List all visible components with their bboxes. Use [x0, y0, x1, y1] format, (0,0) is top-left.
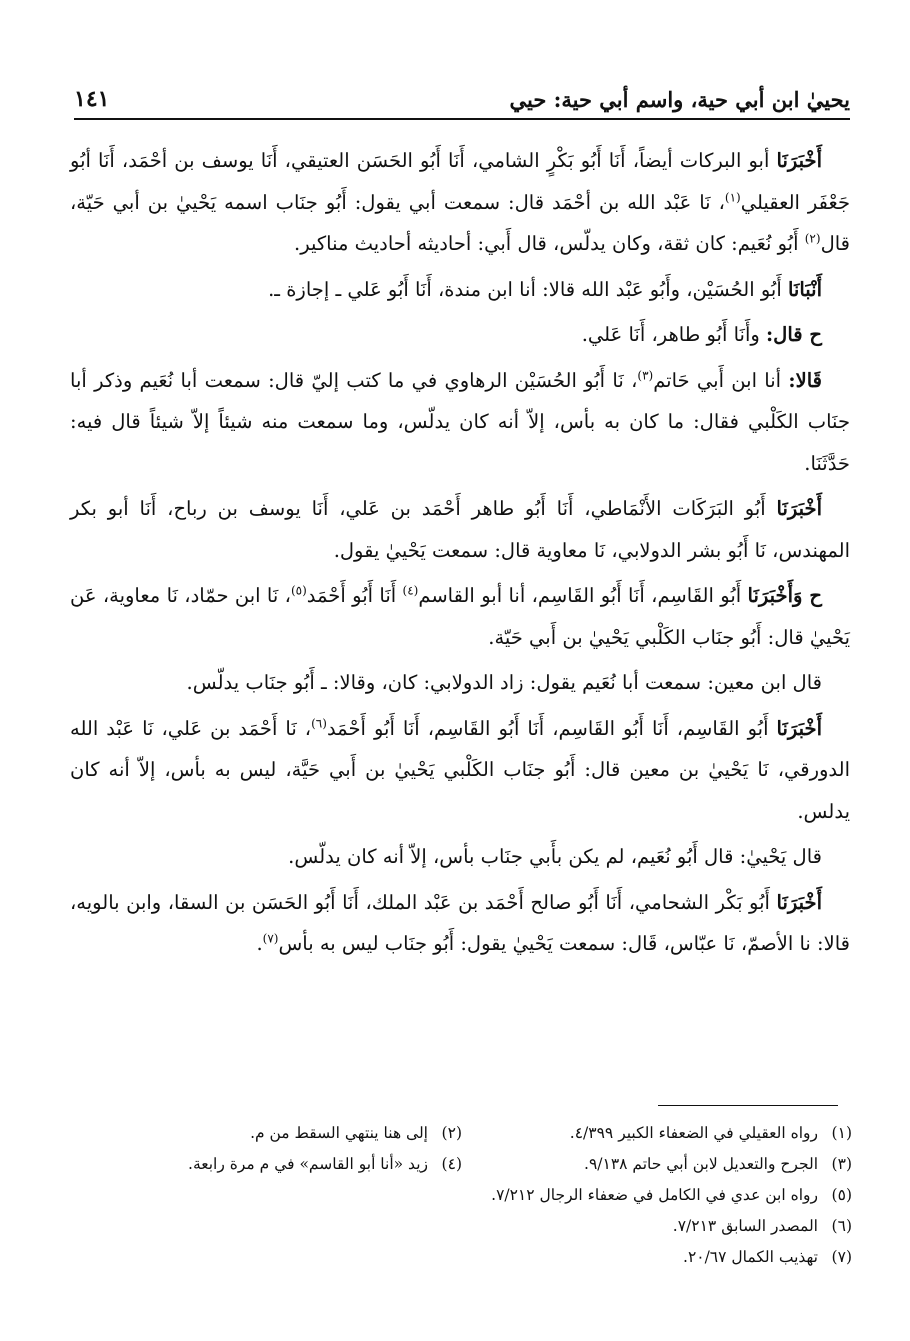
footnote-marker: (٧) [262, 931, 279, 946]
footnote: (٤)زيد «أنا أبو القاسم» في م مرة رابعة. [188, 1155, 462, 1173]
page-header [74, 74, 850, 120]
footnote: (٦)المصدر السابق ٧/٢١٣. [672, 1217, 852, 1235]
footnote-row [72, 1180, 852, 1211]
footnote: (١)رواه العقيلي في الضعفاء الكبير ٤/٣٩٩. [569, 1124, 852, 1142]
footnote: (٢)إلى هنا ينتهي السقط من م. [250, 1124, 462, 1142]
footnote: (٥)رواه ابن عدي في الكامل في ضعفاء الرجال ٧/٢١٢. [491, 1186, 852, 1204]
footnote-row [72, 1242, 852, 1273]
footnote-marker: (٢) [804, 231, 821, 246]
paragraph: قال يَحْييٰ: قال أَبُو نُعَيم، لم يكن بأَبي جنَاب بأس، إلاّ أنه كان يدلّس. [288, 845, 822, 868]
running-title: يحييٰ ابن أبي حية، واسم أبي حية: حيي [509, 87, 850, 112]
footnote-row [72, 1211, 852, 1242]
footnote: (٧)تهذيب الكمال ٢٠/٦٧. [683, 1248, 852, 1266]
footnote-marker: (٦) [311, 716, 327, 730]
footnote-marker: (٥) [290, 583, 307, 598]
paragraph: أَخْبَرَنَا أَبُو القَاسِم، أَنَا أَبُو القَاسِم، أَنَا أَبُو القَاسِم، أَنَا أَبُو أَحْمَد$^{(٦)}$، نَا أَحْمَد بن عَلي، نَا عَبْد الله الدورقي، نَا يَحْييٰ بن معين قال: أَبُو جنَاب الكَلْبي يَحْييٰ بن أَبي حَيَّة، ليس به بأس، إلاّ أنه كان يدلس. [70, 716, 850, 823]
footnote-row [72, 1149, 852, 1180]
main-text [70, 140, 850, 969]
page-number: ١٤١ [74, 86, 110, 112]
paragraph: ح قال: وأَنَا أَبُو طاهر، أَنَا عَلي. [581, 323, 822, 346]
paragraph: أَخْبَرَنَا أَبُو البَرَكَات الأَنْمَاطي، أَنَا أَبُو طاهر أَحْمَد بن عَلي، أَنَا يوسف بن رباح، أَنَا أبو بكر المهندس، نَا أَبُو بشر الدولابي، نَا معاوية قال: سمعت يَحْييٰ يقول. [70, 497, 850, 562]
footnote-marker: (٣) [637, 368, 654, 382]
paragraph: أَنْبَانَا أَبُو الحُسَيْن، وأَبُو عَبْد الله قالا: أنا ابن مندة، أَنَا أَبُو عَلي ـ إجازة ـ. [268, 277, 822, 301]
footnote-marker: (٤) [402, 583, 419, 598]
paragraph: أَخْبَرَنَا أبو البركات أيضاً، أَنَا أَبُو بَكْرٍ الشامي، أَنَا أَبُو الحَسَن العتيقي، أَنَا يوسف بن أحْمَد، أَنَا أبُو جَعْفَر العقيلي$^{(١)}$، نَا عَبْد الله بن أحْمَد قال: سمعت أبي يقول: أَبُو جنَاب اسمه يَحْييٰ بن أبي حَيّة، قال$^{(٢)}$ أَبُو نُعَيم: كان ثقة، وكان يدلّس، قال أَبي: أحاديثه أحاديث مناكير. [70, 149, 850, 255]
footnote: (٣)الجرح والتعديل لابن أبي حاتم ٩/١٣٨. [584, 1155, 852, 1173]
paragraph: أَخْبَرَنَا أَبُو بَكْر الشحامي، أَنَا أَبُو صالح أَحْمَد بن عَبْد الملك، أَنَا أَبُو الحَسَن بن السقا، وابن بالويه، قالا: نا الأصمّ، نَا عبّاس، قَال: سمعت يَحْييٰ يقول: أَبُو جنَاب ليس به بأس$^{(٧)}$. [70, 890, 850, 955]
footnote-row [72, 1118, 852, 1149]
paragraph: قال ابن معين: سمعت أبا نُعَيم يقول: زاد الدولابي: كان، وقالا: ـ أَبُو جنَاب يدلّس. [186, 671, 822, 694]
footnote-divider [658, 1105, 838, 1106]
paragraph: ح وَأَخْبَرَنَا أَبُو القَاسِم، أَنَا أَبُو القَاسِم، أنا أبو القاسم$^{(٤)}$ أَنَا أَبُو أَحْمَد$^{(٥)}$، نَا ابن حمّاد، نَا معاوية، عَن يَحْييٰ قال: أَبُو جنَاب الكَلْبي يَحْييٰ بن أَبي حَيّة. [70, 583, 850, 649]
footnotes [72, 1118, 852, 1273]
footnote-marker: (١) [724, 190, 741, 204]
paragraph: قَالا: أنا ابن أَبي حَاتم$^{(٣)}$، نَا أَبُو الحُسَيْن الرهاوي في ما كتب إليّ قال: سمعت أبا نُعَيم وذكر أبا جنَاب الكَلْبي فقال: ما كان به بأس، إلاّ أنه كان يدلّس، وما سمعت منه شيئاً إلاّ شيئاً قال فيه: حَدَّثَنَا. [70, 368, 850, 475]
